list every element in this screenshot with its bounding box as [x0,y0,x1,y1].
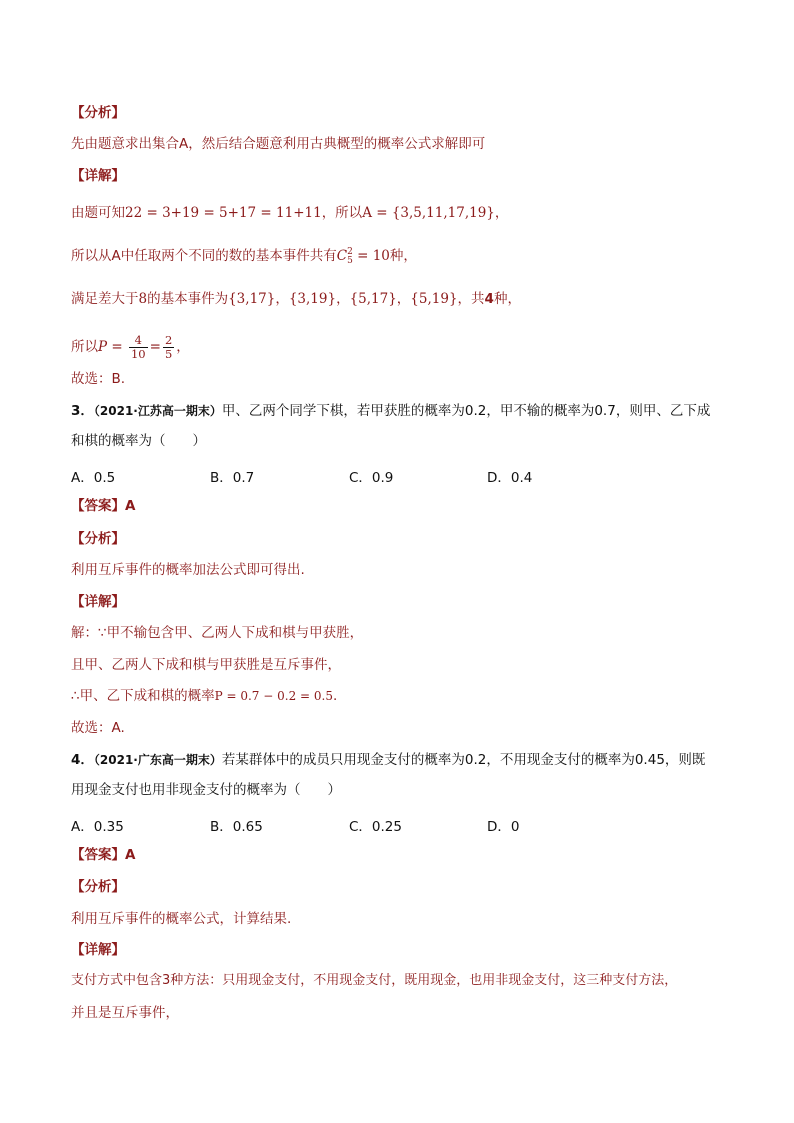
q3-analysis-text: 利用互斥事件的概率加法公式即可得出. [71,562,305,578]
q4-option-b: B．0.65 [210,819,263,835]
q4-option-c: C．0.25 [349,819,402,835]
q3-source: （2021·江苏高一期末） [93,404,222,418]
q2-math-events: {3,17}，{3,19}，{5,17}，{5,19} [228,291,458,307]
q4-detail-line2: 并且是互斥事件， [71,1005,179,1021]
q3-choose: 故选：A. [71,720,125,736]
q4-answer: 【答案】A [71,847,136,863]
q3-option-d: D．0.4 [487,470,533,486]
q2-math-set: A = {3,5,11,17,19} [362,205,495,221]
q3-option-b: B．0.7 [210,470,255,486]
q3-detail-line3: ∴甲、乙下成和棋的概率P = 0.7 − 0.2 = 0.5. [71,688,338,704]
q4-detail-line1: 支付方式中包含3种方法：只用现金支付，不用现金支付，既用现金，也用非现金支付，这三种支付方法， [71,973,678,988]
q3-option-a: A．0.5 [71,470,116,486]
q4-analysis-label: 【分析】 [71,879,125,895]
analysis-label: 【分析】 [71,105,125,121]
q2-detail-line3: 满足差大于8的基本事件为{3,17}，{3,19}，{5,17}，{5,19}，共4种， [71,291,521,307]
q3-detail-line1: 解：∵甲不输包含甲、乙两人下成和棋与甲获胜， [71,625,364,641]
q3-stem-line2: 和棋的概率为（ ） [71,433,206,449]
q2-detail-line2: 所以从A中任取两个不同的数的基本事件共有C 2 5 = 10种， [71,246,417,266]
q4-source: （2021·广东高一期末） [93,753,222,767]
q2-math-combination: C 2 5 = 10 [336,246,390,266]
q3-math: P = 0.7 − 0.2 = 0.5 [214,689,333,703]
q3-answer: 【答案】A [71,498,136,514]
q4-stem-line1: 4．（2021·广东高一期末）若某群体中的成员只用现金支付的概率为0.2，不用现金支付的概率为0.45，则既 [71,752,706,768]
q3-option-c: C．0.9 [349,470,394,486]
q4-detail-label: 【详解】 [71,942,125,958]
q3-stem-line1: 3．（2021·江苏高一期末）甲、乙两个同学下棋，若甲获胜的概率为0.2，甲不输的概率为0.7，则甲、乙下成 [71,403,711,419]
q2-math-sum: 22 = 3+19 = 5+17 = 11+11 [125,205,322,221]
q3-detail-line2: 且甲、乙两人下成和棋与甲获胜是互斥事件， [71,657,341,673]
q4-stem-line2: 用现金支付也用非现金支付的概率为（ ） [71,782,341,798]
detail-label: 【详解】 [71,168,125,184]
q2-fraction-1: $\frac{4}{10}$ [130,332,146,361]
q2-detail-line4: 所以P = $\frac{4}{10}$ = $\frac{2}{5}$ ， [71,332,190,361]
q4-option-a: A．0.35 [71,819,124,835]
q3-analysis-label: 【分析】 [71,531,125,547]
q4-analysis-text: 利用互斥事件的概率公式，计算结果. [71,911,292,927]
q2-fraction-2: $\frac{2}{5}$ [164,332,173,361]
q3-detail-label: 【详解】 [71,594,125,610]
q2-choose: 故选：B. [71,371,126,387]
q4-option-d: D．0 [487,819,520,835]
q2-detail-line1: 由题可知22 = 3+19 = 5+17 = 11+11，所以A = {3,5,11,17,19}， [71,205,509,221]
q2-analysis-text: 先由题意求出集合A，然后结合题意利用古典概型的概率公式求解即可 [71,136,486,152]
